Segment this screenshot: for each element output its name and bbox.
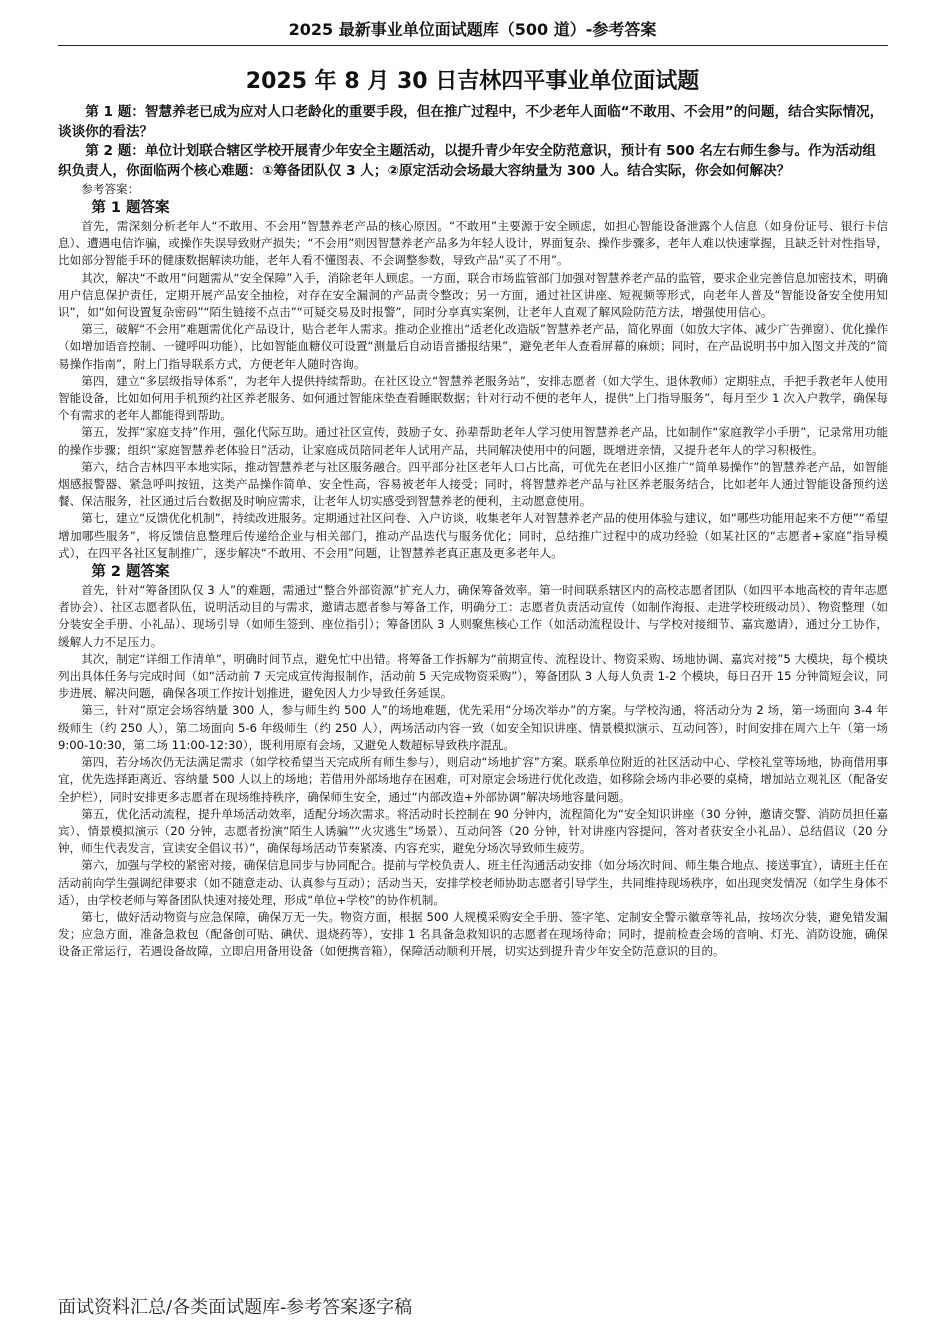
paragraph: 第四，若分场次仍无法满足需求（如学校希望当天完成所有师生参与），则启动“场地扩容”方案。联系单位附近的社区活动中心、学校礼堂等场地，协商借用事宜，优先选择距离近、容纳量 500 人以上的场地；若借用外部场地存在困难，可对原定会场进行优化改造，如移除会场内非必要的桌椅，增加站立观礼区（配备安全护栏），同时安排更多志愿者在现场维持秩序，确保师生安全，通过“内部改造+外部协调”解决场地容量问题。	[58, 755, 888, 804]
paragraph: 第六，结合吉林四平本地实际，推动智慧养老与社区服务融合。四平部分社区老年人口占比高，可优先在老旧小区推广“简单易操作”的智慧养老产品，如智能烟感报警器、紧急呼叫按钮，这类产品操作简单、安全性高，容易被老年人接受；同时，将智慧养老产品与社区养老服务结合，比如老年人通过智能设备预约送餐、保洁服务，社区通过后台数据及时响应需求，让老年人切实感受到智慧养老的便利，主动愿意使用。	[58, 459, 888, 509]
header-divider	[58, 45, 888, 46]
paragraph: 首先，需深刻分析老年人“不敢用、不会用”智慧养老产品的核心原因。“不敢用”主要源于安全顾虑，如担心智能设备泄露个人信息（如身份证号、银行卡信息）、遭遇电信诈骗，或操作失误导致财产损失；“不会用”则因智慧养老产品多为年轻人设计，界面复杂、操作步骤多，老年人难以快速掌握，且缺乏针对性指导，比如部分智能手环的健康数据解读功能，老年人看不懂图表、不会调整参数，导致产品“买了不用”。	[58, 219, 888, 268]
paragraph: 第五，发挥“家庭支持”作用，强化代际互助。通过社区宣传，鼓励子女、孙辈帮助老年人学习使用智慧养老产品，比如制作“家庭教学小手册”，记录常用功能的操作步骤；组织“家庭智慧养老体验日”活动，让家庭成员陪同老年人试用产品，共同解决使用中的问题，既增进亲情，又提升老年人的学习积极性。	[58, 425, 888, 457]
answer-label: 参考答案：	[81, 182, 140, 196]
question-1: 第 1 题：智慧养老已成为应对人口老龄化的重要手段，但在推广过程中，不少老年人面临“不敢用、不会用”的问题，结合实际情况，谈谈你的看法？	[58, 104, 884, 140]
question-2: 第 2 题：单位计划联合辖区学校开展青少年安全主题活动，以提升青少年安全防范意识，预计有 500 名左右师生参与。作为活动组织负责人，你面临两个核心难题：①筹备团队仅 3 人；②原定活动会场最大容纳量为 300 人。结合实际，你会如何解决？	[58, 143, 877, 179]
page-footer: 面试资料汇总/各类面试题库-参考答案逐字稿	[58, 1297, 413, 1318]
section-heading-2: 第 2 题答案	[91, 564, 170, 581]
document-title: 2025 年 8 月 30 日吉林四平事业单位面试题	[245, 69, 700, 94]
paragraph: 第五，优化活动流程，提升单场活动效率，适配分场次需求。将活动时长控制在 90 分钟内，流程简化为“安全知识讲座（30 分钟，邀请交警、消防员担任嘉宾）、情景模拟演示（20 分钟，志愿者扮演“陌生人诱骗”“火灾逃生”场景）、互动问答（20 分钟，针对讲座内容提问，答对者获安全小礼品）、总结倡议（20 分钟，师生代表发言，宣读安全倡议书）”，确保每场活动节奏紧凑、内容充实，避免分场次导致师生疲劳。	[58, 806, 888, 856]
section-heading-1: 第 1 题答案	[91, 200, 170, 216]
paragraph: 第四，建立“多层级指导体系”，为老年人提供持续帮助。在社区设立“智慧养老服务站”，安排志愿者（如大学生、退休教师）定期驻点，手把手教老年人使用智能设备，比如如何用手机预约社区养老服务、如何通过智能床垫查看睡眠数据；针对行动不便的老年人，提供“上门指导服务”，每月至少 1 次入户教学，确保每个有需求的老年人都能得到帮助。	[58, 373, 888, 423]
paragraph: 第三，破解“不会用”难题需优化产品设计，贴合老年人需求。推动企业推出“适老化改造版”智慧养老产品，简化界面（如放大字体、减少广告弹窗）、优化操作（如增加语音控制、一键呼叫功能），比如智能血糖仪可设置“测量后自动语音播报结果”，避免老年人查看屏幕的麻烦；同时，在产品说明书中加入图文并茂的“简易操作指南”，附上门指导联系方式，方便老年人随时咨询。	[58, 322, 888, 371]
document-body	[58, 103, 888, 961]
paragraph: 第三，针对“原定会场容纳量 300 人，参与师生约 500 人”的场地难题，优先采用“分场次举办”的方案。与学校沟通，将活动分为 2 场，第一场面向 3-4 年级师生（约 250 人），第二场面向 5-6 年级师生（约 250 人），两场活动内容一致（如安全知识讲座、情景模拟演示、互动问答），时间安排在周六上午（第一场 9:00-10:30，第二场 11:00-12:30），既利用原有会场，又避免人数超标导致秩序混乱。	[58, 703, 888, 752]
paragraph: 其次，制定“详细工作清单”，明确时间节点，避免忙中出错。将筹备工作拆解为“前期宣传、流程设计、物资采购、场地协调、嘉宾对接”5 大模块，每个模块列出具体任务与完成时间（如“活动前 7 天完成宣传海报制作，活动前 5 天完成物资采购”），筹备团队 3 人每人负责 1-2 个模块，每日召开 15 分钟简短会议，同步进展、解决问题，确保各项工作按计划推进，避免因人力少导致任务延误。	[58, 651, 888, 701]
paragraph: 其次，解决“不敢用”问题需从“安全保障”入手，消除老年人顾虑。一方面，联合市场监管部门加强对智慧养老产品的监管，要求企业完善信息加密技术，明确用户信息保护责任，定期开展产品安全抽检，对存在安全漏洞的产品责令整改；另一方面，通过社区讲座、短视频等形式，向老年人普及“智能设备安全使用知识”，如“如何设置复杂密码”“陌生链接不点击”“可疑交易及时报警”，同时分享真实案例，让老年人直观了解风险防范方法，增强使用信心。	[58, 270, 888, 320]
paragraph: 第七，做好活动物资与应急保障，确保万无一失。物资方面，根据 500 人规模采购安全手册、签字笔、定制安全警示徽章等礼品，按场次分装，避免错发漏发；应急方面，准备急救包（配备创可贴、碘伏、退烧药等），安排 1 名具备急救知识的志愿者在现场待命；同时，提前检查会场的音响、灯光、消防设施，确保设备正常运行，若遇设备故障，立即启用备用设备（如便携音箱），保障活动顺利开展，切实达到提升青少年安全防范意识的目的。	[58, 909, 888, 959]
paragraph: 首先，针对“筹备团队仅 3 人”的难题，需通过“整合外部资源”扩充人力，确保筹备效率。第一时间联系辖区内的高校志愿者团队（如四平本地高校的青年志愿者协会）、社区志愿者队伍，说明活动目的与需求，邀请志愿者参与筹备工作，明确分工：志愿者负责活动宣传（如制作海报、走进学校班级动员）、物资整理（如分装安全手册、小礼品）、现场引导（如师生签到、座位指引）；筹备团队 3 人则聚焦核心工作（如活动流程设计、与学校对接细节、嘉宾邀请），通过分工协作，缓解人力不足压力。	[58, 583, 888, 649]
paragraph: 第六，加强与学校的紧密对接，确保信息同步与协同配合。提前与学校负责人、班主任沟通活动安排（如分场次时间、师生集合地点、接送事宜），请班主任在活动前向学生强调纪律要求（如不随意走动、认真参与互动）；活动当天，安排学校老师协助志愿者引导学生，共同维持现场秩序，如出现突发情况（如学生身体不适），由学校老师与筹备团队快速对接处理，形成“单位+学校”的协作机制。	[58, 858, 888, 907]
page-header: 2025 最新事业单位面试题库（500 道）-参考答案	[288, 20, 657, 39]
paragraph: 第七，建立“反馈优化机制”，持续改进服务。定期通过社区问卷、入户访谈，收集老年人对智慧养老产品的使用体验与建议，如“哪些功能用起来不方便”“希望增加哪些服务”，将反馈信息整理后传递给企业与相关部门，推动产品迭代与服务优化；同时，总结推广过程中的成功经验（如某社区的“志愿者+家庭”指导模式），在四平各社区复制推广，逐步解决“不敢用、不会用”问题，让智慧养老真正惠及更多老年人。	[58, 511, 889, 560]
